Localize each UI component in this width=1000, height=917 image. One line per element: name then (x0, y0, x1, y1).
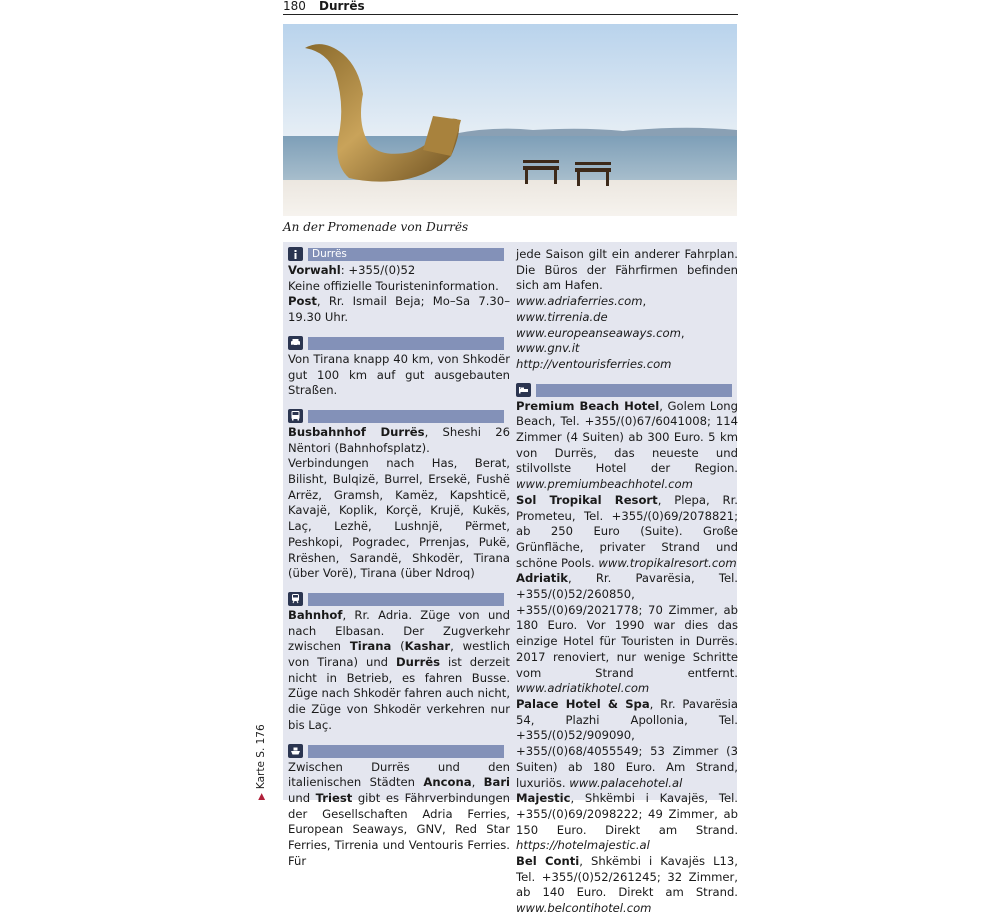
hotel-text: , Plepa, Rr. Prometeu, Tel. +355/(0)69/2078821; ab 250 Euro (Suite). Große Grünfläche, privater Strand und schöne Pools. (516, 492, 738, 570)
hotel-text: , Shkëmbi i Kavajës, Tel. +355/(0)69/2098222; 49 Zimmer, ab 150 Euro. Direkt am Strand. (516, 791, 738, 837)
train-text-part: , Rr. Adria. Züge von und nach Elbasan. Der Zugverkehr zwischen (288, 607, 510, 654)
triangle-marker-icon: ▶ (257, 793, 267, 800)
hotel-link[interactable]: www.premiumbeachhotel.com (516, 477, 693, 492)
hotel-entry (516, 791, 738, 854)
train-text (288, 608, 510, 734)
ferry-text-part: , (471, 775, 484, 790)
car-text: Von Tirana knapp 40 km, von Shkodër gut 100 km auf gut ausgebauten Straßen. (288, 351, 510, 398)
hotel-text: , Rr. Pavarësia 54, Plazhi Apollonia, Tel. +355/(0)52/909090, +355/(0)68/4055549; 53 Zimmer (3 Suiten) ab 180 Euro. Am Strand, luxuriös. (516, 696, 738, 790)
ferry-continued: jede Saison gilt ein anderer Fahrplan. Die Büros der Fährfirmen befinden sich am Hafen. www.adriaferries.com, www.tirrenia.de www.europeanseaways.com, www.gnv.it http://ventourisferries.com (516, 247, 738, 371)
ferry-link[interactable]: www.adriaferries.com (516, 294, 643, 309)
hotel-link[interactable]: https://hotelmajestic.al (516, 838, 650, 853)
photo-caption: An der Promenade von Durrës (283, 220, 469, 234)
train-text-part: ist derzeit nicht in Betrieb, es fahren Busse. Züge nach Shkodër fahren auch nicht, die Züge von Shkodër verkehren nur bis Laç. (288, 655, 510, 732)
ferry-text-triest: Triest (315, 790, 353, 805)
ferry-text (288, 760, 510, 870)
ferry-continued-text: jede Saison gilt ein anderer Fahrplan. Die Büros der Fährfirmen befinden sich am Hafen. (516, 247, 738, 293)
hotel-name: Majestic (516, 791, 571, 806)
hotel-name: Sol Tropikal Resort (516, 492, 658, 507)
train-icon (288, 592, 303, 606)
section-header-bus (288, 409, 510, 423)
left-column (288, 247, 510, 870)
hotel-name: Bel Conti (516, 854, 580, 869)
hotel-link[interactable]: www.tropikalresort.com (598, 555, 737, 570)
ferry-link[interactable]: http://ventourisferries.com (516, 356, 672, 371)
ferry-text-part: und (288, 790, 316, 805)
vorwahl-value: : +355/(0)52 (340, 263, 416, 277)
hotel-entry (516, 854, 738, 917)
section-title: Durrës (312, 248, 347, 260)
ferry-text-bari: Bari (483, 775, 511, 790)
hotel-text: , Rr. Pavarësia, Tel. +355/(0)52/260850, +355/(0)69/2021778; 70 Zimmer, ab 180 Euro. Vor 1990 war dies das einzige Hotel für Touristen in Durrës. 2017 renoviert, nur wenige Schritte vom Strand entfernt. (516, 571, 738, 680)
promenade-photo (283, 24, 737, 216)
section-header-car (288, 336, 510, 350)
bus-text (288, 425, 510, 582)
post-label: Post (288, 294, 317, 309)
section-header-ferry (288, 744, 510, 758)
hotel-name: Palace Hotel & Spa (516, 696, 650, 711)
section-header-train (288, 592, 510, 606)
vorwahl-label: Vorwahl (288, 263, 341, 277)
bus-station-label: Busbahnhof Durrës (288, 424, 425, 439)
train-text-tirana: Tirana (349, 639, 392, 654)
hotel-text: , Shkëmbi i Kavajës L13, Tel. +355/(0)52/261245; 32 Zimmer, ab 140 Euro. Direkt am Strand. (516, 854, 738, 900)
car-icon (288, 336, 303, 350)
map-reference (255, 724, 267, 800)
bus-icon (288, 409, 303, 423)
page-number: 180 (283, 0, 306, 13)
tourist-info-text: Keine offizielle Touristeninformation. (288, 278, 499, 293)
info-icon (288, 247, 303, 261)
hotel-entry (516, 697, 738, 791)
section-header-hotels (516, 383, 738, 397)
bed-icon (516, 383, 531, 397)
ferry-text-part: gibt es Fährverbindungen der Gesellschaften Adria Ferries, European Seaways, GNV, Red Star Ferries, Tirrenia und Ventouris Ferries. Für (288, 790, 511, 868)
ferry-link[interactable]: www.tirrenia.de (516, 309, 608, 324)
ferry-link[interactable]: www.europeanseaways.com (516, 325, 681, 340)
running-header (283, 0, 738, 15)
bus-station-value: , Sheshi 26 Nëntori (Bahnhofsplatz). (288, 424, 510, 455)
train-text-part: , westlich von Tirana) und (288, 639, 510, 670)
ferry-text-ancona: Ancona (423, 775, 472, 790)
photo-illustration (283, 24, 737, 216)
train-text-durres: Durrës (395, 655, 441, 670)
hotel-link[interactable]: www.adriatikhotel.com (516, 681, 650, 696)
hotel-entry (516, 399, 738, 493)
hotel-link[interactable]: www.belcontihotel.com (516, 901, 652, 916)
hotel-text: , Golem Long Beach, Tel. +355/(0)67/6041008; 114 Zimmer (4 Suiten) ab 300 Euro. 5 km von Durrës, das neueste und stilvollste Hotel der Region. (516, 398, 738, 476)
ship-icon (288, 744, 303, 758)
hotel-name: Premium Beach Hotel (516, 398, 660, 413)
running-title: Durrës (319, 0, 365, 13)
train-text-kashar: Kashar (404, 639, 451, 654)
hotel-name: Adriatik (516, 571, 569, 586)
ferry-text-part: Zwischen Durrës und den italienischen Städten (288, 759, 510, 790)
bus-connections: Verbindungen nach Has, Berat, Bilisht, Bulqizë, Burrel, Ersekë, Fushë Arrëz, Gramsh, Kamëz, Kapshticë, Kavajë, Koplik, Korçë, Krujë, Kukës, Laç, Lezhë, Lushnjë, Përmet, Peshkopi, Pogradec, Prrenjas, Pukë, Rrëshen, Sarandë, Shkodër, Tirana (über Vorë), Tirana (über Ndroq) (288, 456, 510, 581)
info-text (288, 263, 510, 326)
section-header-info (288, 247, 510, 261)
hotel-entry (516, 493, 738, 572)
hotel-link[interactable]: www.palacehotel.al (569, 775, 683, 790)
ferry-link[interactable]: www.gnv.it (516, 341, 580, 356)
post-value: , Rr. Ismail Beja; Mo–Sa 7.30–19.30 Uhr. (288, 294, 510, 325)
right-column (516, 247, 738, 917)
bahnhof-label: Bahnhof (288, 607, 343, 622)
hotel-entry (516, 571, 738, 697)
map-reference-text: Karte S. 176 (255, 724, 267, 790)
train-text-part: ( (391, 639, 405, 654)
